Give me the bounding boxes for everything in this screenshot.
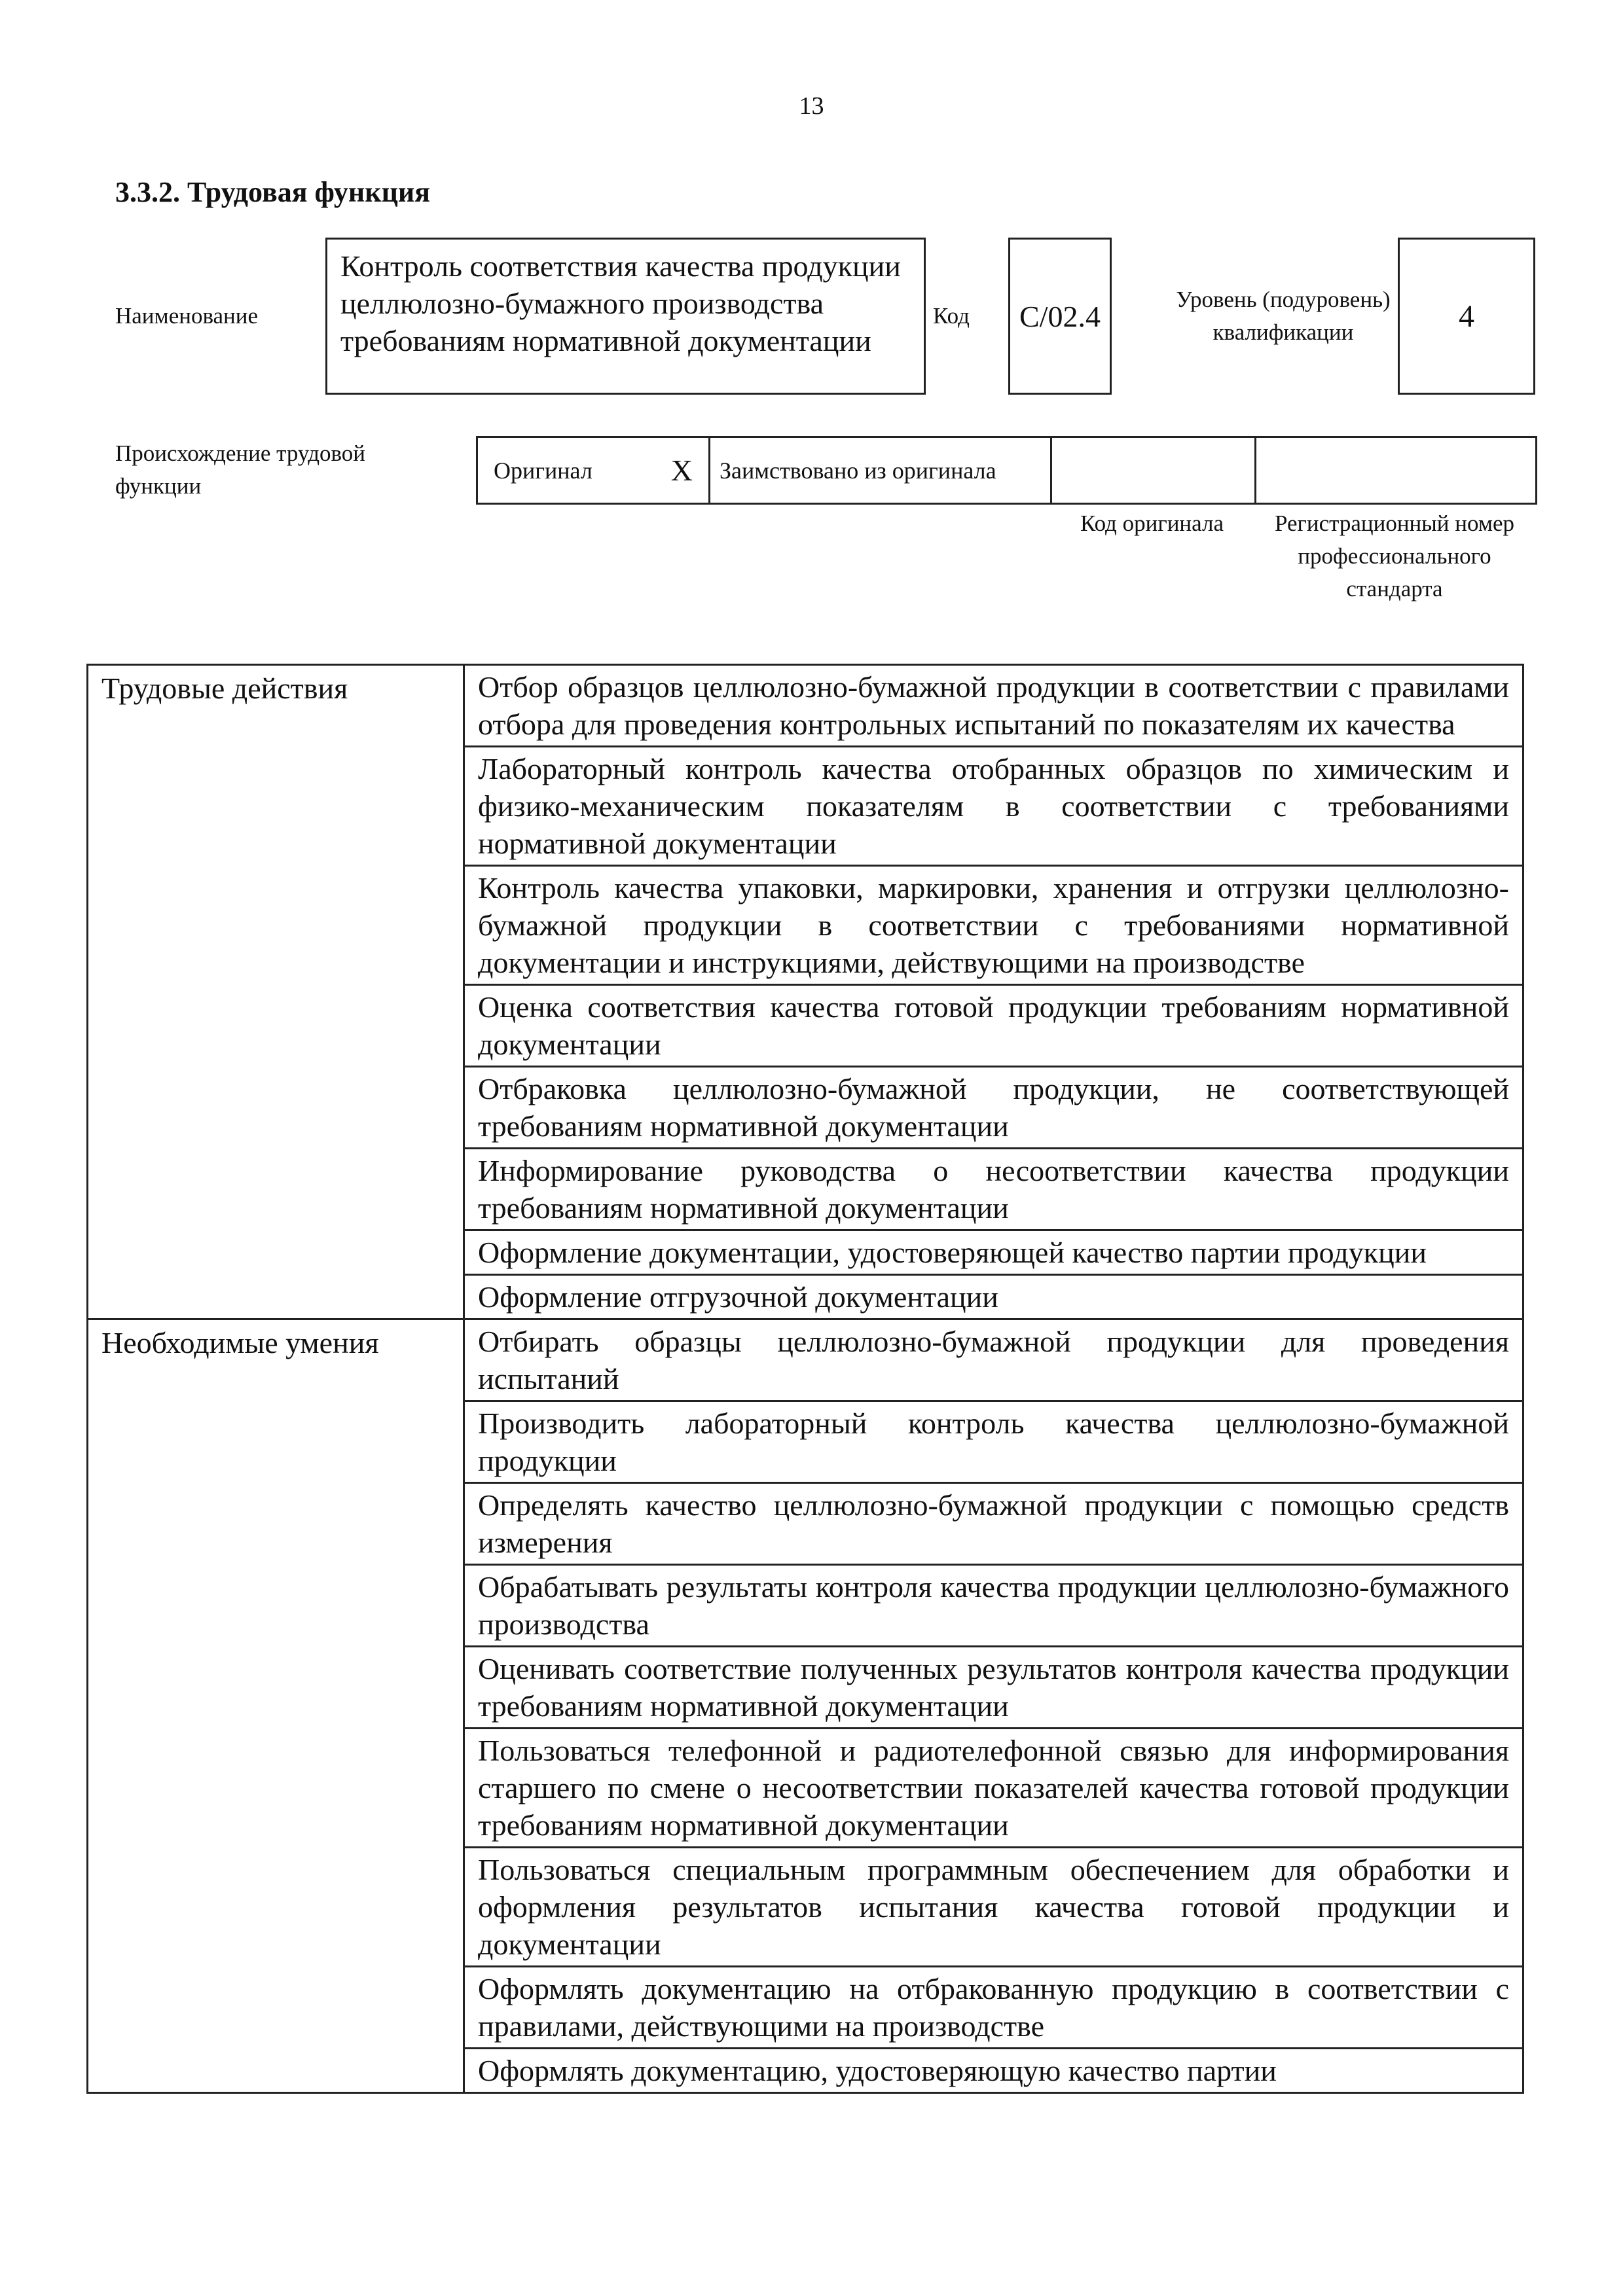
code-value: C/02.4	[1019, 299, 1101, 333]
list-item: Определять качество целлюлозно-бумажной продукции с помощью средств измерения	[464, 1483, 1523, 1565]
list-item: Производить лабораторный контроль качества целлюлозно-бумажной продукции	[464, 1401, 1523, 1483]
original-mark: X	[670, 453, 693, 487]
list-item: Отбирать образцы целлюлозно-бумажной продукции для проведения испытаний	[464, 1319, 1523, 1401]
list-item: Оформление документации, удостоверяющей качество партии продукции	[464, 1230, 1523, 1275]
level-value-box	[1398, 238, 1535, 395]
table-row	[88, 1319, 1523, 1401]
origin-label: Происхождение трудовой функции	[115, 440, 366, 499]
list-item: Пользоваться телефонной и радиотелефонной связью для информирования старшего по смене о несоответствии показателей качества готовой продукции требованиям нормативной документации	[464, 1729, 1523, 1848]
list-item: Обрабатывать результаты контроля качества продукции целлюлозно-бумажного производства	[464, 1565, 1523, 1647]
section-title: 3.3.2. Трудовая функция	[115, 176, 431, 208]
original-label: Оригинал	[494, 457, 593, 484]
category-labor-actions: Трудовые действия	[88, 665, 464, 1319]
list-item: Пользоваться специальным программным обеспечением для обработки и оформления результатов испытания качества готовой продукции и документации	[464, 1848, 1523, 1967]
list-item: Лабораторный контроль качества отобранных образцов по химическим и физико-механическим показателям в соответствии с требованиями нормативной документации	[464, 747, 1523, 866]
level-label: Уровень (подуровень) квалификации	[1176, 287, 1391, 345]
function-name-box	[325, 238, 926, 395]
name-label: Наименование	[115, 303, 259, 329]
page-number: 13	[799, 92, 824, 120]
origin-table	[476, 436, 1537, 505]
list-item: Отбраковка целлюлозно-бумажной продукции, не соответствующей требованиям нормативной документации	[464, 1067, 1523, 1149]
origin-borrowed-cell	[710, 437, 1051, 504]
function-name-value: Контроль соответствия качества продукции целлюлозно-бумажного производства требованиям нормативной документации	[340, 249, 901, 357]
list-item: Оформлять документацию на отбракованную продукцию в соответствии с правилами, действующими на производстве	[464, 1967, 1523, 2049]
table-row	[88, 665, 1523, 747]
list-item: Оценивать соответствие полученных результатов контроля качества продукции требованиям нормативной документации	[464, 1647, 1523, 1729]
list-item: Информирование руководства о несоответствии качества продукции требованиям нормативной документации	[464, 1149, 1523, 1230]
list-item: Оценка соответствия качества готовой продукции требованиям нормативной документации	[464, 985, 1523, 1067]
code-label: Код	[933, 303, 970, 329]
code-value-box	[1008, 238, 1112, 395]
reg-number-cell	[1256, 437, 1537, 504]
origin-original-cell	[477, 437, 710, 504]
list-item: Оформлять документацию, удостоверяющую качество партии	[464, 2049, 1523, 2093]
list-item: Отбор образцов целлюлозно-бумажной продукции в соответствии с правилами отбора для проведения контрольных испытаний по показателям их качества	[464, 665, 1523, 747]
level-value: 4	[1459, 298, 1474, 334]
list-item: Контроль качества упаковки, маркировки, хранения и отгрузки целлюлозно-бумажной продукции в соответствии с требованиями нормативной документации и инструкциями, действующими на производстве	[464, 866, 1523, 985]
reg-number-caption: Регистрационный номер профессионального стандарта	[1274, 511, 1515, 601]
category-required-skills: Необходимые умения	[88, 1319, 464, 2093]
original-code-cell	[1051, 437, 1256, 504]
work-function-table	[86, 664, 1524, 2094]
list-item: Оформление отгрузочной документации	[464, 1275, 1523, 1319]
borrowed-label: Заимствовано из оригинала	[720, 457, 996, 484]
code-original-caption: Код оригинала	[1080, 511, 1224, 536]
